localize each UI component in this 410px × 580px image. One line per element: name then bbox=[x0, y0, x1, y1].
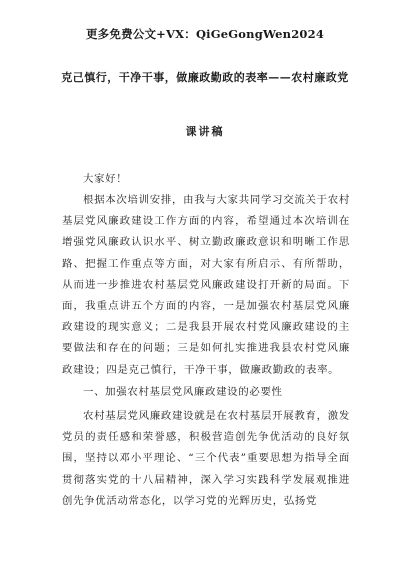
watermark-header: 更多免费公文+VX：QiGeGongWen2024 bbox=[85, 27, 325, 41]
section-heading: 一、加强农村基层党风廉政建设的必要性 bbox=[83, 386, 283, 398]
paragraph-section-1: 农村基层党风廉政建设就是在农村基层开展教育，激发党员的责任感和荣誉感，积极营造创先争优活动的良好氛围，坚持以邓小平理论、“三个代表”重要思想为指导全面贯彻落实党的十八届精神，深入学习实践科学发展观推进创先争优活动常态化，以学习党的光辉历史，弘扬党 bbox=[62, 410, 350, 507]
document-subtitle: 课讲稿 bbox=[185, 125, 225, 138]
paragraph-intro: 根据本次培训安排，由我与大家共同学习交流关于农村基层党风廉政建设工作方面的内容，希望通过本次培训在增强党风廉政认识水平、树立勤政廉政意识和明晰工作思路、把握工作重点等方面，对大家有所启示、有所帮助，从而进一步推进农村基层党风廉政建设打开新的局面。下面，我重点讲五个方面的内容，一是加强农村基层党风廉政建设的现实意义；二是我县开展农村党风廉政建设的主要做法和存在的问题；三是如何扎实推进我县农村党风廉政建设；四是克己慎行，干净干事，做廉政勤政的表率。 bbox=[62, 194, 350, 376]
document-title: 克己慎行，干净干事，做廉政勤政的表率——农村廉政党 bbox=[61, 71, 349, 84]
greeting: 大家好！ bbox=[83, 173, 128, 185]
